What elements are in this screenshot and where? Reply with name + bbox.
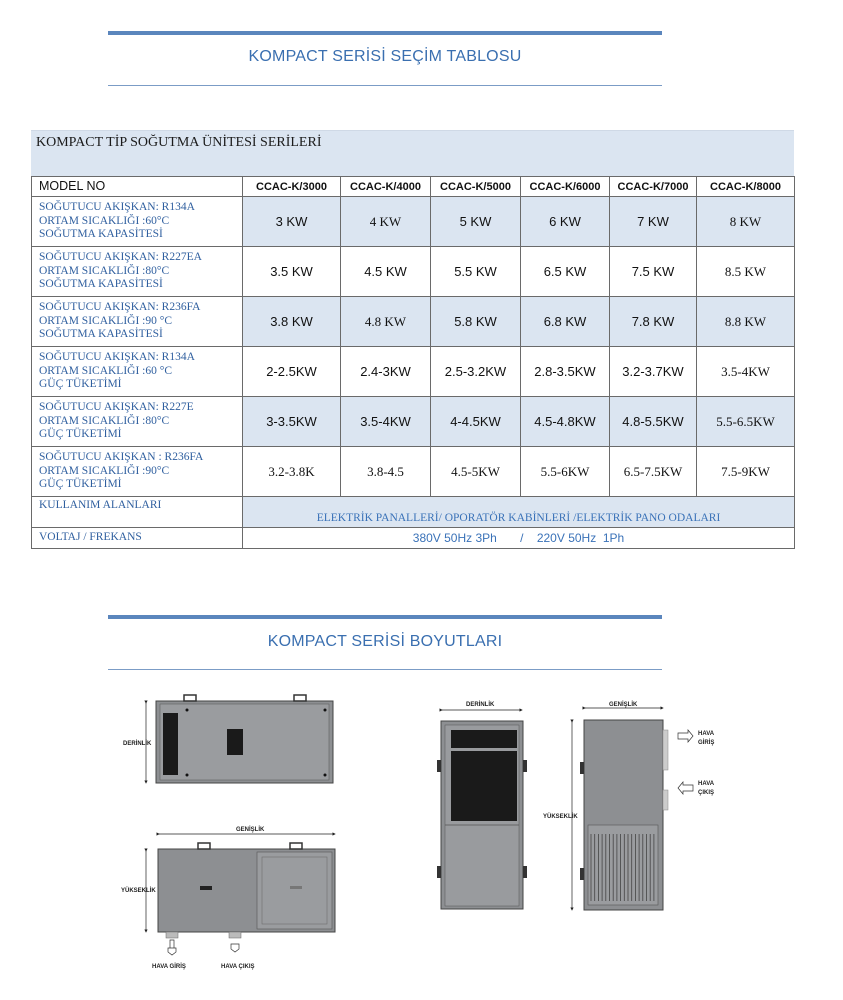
model-cell: CCAC-K/5000	[431, 177, 521, 197]
row-label	[32, 347, 243, 397]
row-label-line: GÜÇ TÜKETİMİ	[39, 378, 122, 391]
cikis-label: ÇIKIŞ	[698, 790, 715, 796]
side2-genislik-label: GENİŞLİK	[609, 702, 638, 708]
usage-label: KULLANIM ALANLARI	[32, 497, 243, 528]
value-cell: 4.5 KW	[341, 247, 431, 297]
model-cell: CCAC-K/4000	[341, 177, 431, 197]
row-label-line: SOĞUTUCU AKIŞKAN: R227E	[39, 401, 194, 414]
value-cell: 3.5 KW	[243, 247, 341, 297]
value-cell: 6.5 KW	[521, 247, 610, 297]
model-cell: CCAC-K/6000	[521, 177, 610, 197]
top-view-drawing	[123, 695, 333, 783]
table-row	[32, 197, 795, 247]
model-cell: CCAC-K/7000	[610, 177, 697, 197]
value-cell: 3.2-3.7KW	[610, 347, 697, 397]
value-cell: 4 KW	[341, 197, 431, 247]
side-derinlik-label: DERİNLİK	[466, 702, 495, 708]
top-rule	[108, 31, 662, 35]
row-label-line: ORTAM SICAKLIĞI :60 °C	[39, 364, 173, 377]
side2-yukseklik-label: YÜKSEKLİK	[543, 814, 578, 820]
value-cell: 8.8 KW	[697, 297, 795, 347]
model-cell: CCAC-K/3000	[243, 177, 341, 197]
derinlik-label: DERİNLİK	[123, 741, 152, 747]
table-row	[32, 347, 795, 397]
value-cell: 2.4-3KW	[341, 347, 431, 397]
value-cell: 3.8-4.5	[341, 447, 431, 497]
row-label-line: ORTAM SICAKLIĞI :80°C	[39, 264, 170, 277]
value-cell: 2-2.5KW	[243, 347, 341, 397]
yukseklik-label: YÜKSEKLİK	[121, 888, 156, 894]
hava-label: HAVA	[698, 781, 715, 787]
selection-table	[31, 176, 795, 549]
value-cell: 3 KW	[243, 197, 341, 247]
hava-cikis-label: HAVA ÇIKIŞ	[221, 964, 255, 970]
row-label-line: ORTAM SICAKLIĞI :80°C	[39, 414, 170, 427]
row-label-line: SOĞUTUCU AKIŞKAN: R134A	[39, 201, 195, 214]
voltage-value: 380V 50Hz 3Ph / 220V 50Hz 1Ph	[243, 528, 795, 549]
dimensions-title: KOMPACT SERİSİ BOYUTLARI	[267, 633, 503, 650]
row-label-line: SOĞUTUCU AKIŞKAN: R134A	[39, 351, 195, 364]
value-cell: 2.8-3.5KW	[521, 347, 610, 397]
value-cell: 7.5 KW	[610, 247, 697, 297]
side-view-2-drawing	[543, 701, 715, 910]
value-cell: 3.5-4KW	[697, 347, 795, 397]
row-label	[32, 247, 243, 297]
table-row	[32, 397, 795, 447]
giris-label: GİRİŞ	[698, 740, 715, 746]
model-label: MODEL NO	[32, 177, 243, 197]
row-label-line: SOĞUTMA KAPASİTESİ	[39, 278, 163, 291]
value-cell: 7.5-9KW	[697, 447, 795, 497]
row-label-line: ORTAM SICAKLIĞI :90°C	[39, 464, 170, 477]
row-label-line: SOĞUTMA KAPASİTESİ	[39, 328, 163, 341]
row-label-line: SOĞUTMA KAPASİTESİ	[39, 228, 163, 241]
section2-rule	[108, 615, 662, 619]
value-cell: 8.5 KW	[697, 247, 795, 297]
value-cell: 3.2-3.8K	[243, 447, 341, 497]
hava-label: HAVA	[698, 731, 715, 737]
dimension-drawings	[0, 680, 843, 1000]
row-label	[32, 447, 243, 497]
value-cell: 4-4.5KW	[431, 397, 521, 447]
genislik-label: GENİŞLİK	[236, 827, 265, 833]
row-label	[32, 297, 243, 347]
voltage-row	[32, 528, 795, 549]
model-row	[32, 177, 795, 197]
value-cell: 6.8 KW	[521, 297, 610, 347]
value-cell: 7 KW	[610, 197, 697, 247]
value-cell: 6 KW	[521, 197, 610, 247]
row-label	[32, 197, 243, 247]
value-cell: 3-3.5KW	[243, 397, 341, 447]
value-cell: 5.5 KW	[431, 247, 521, 297]
row-label	[32, 397, 243, 447]
value-cell: 5.8 KW	[431, 297, 521, 347]
value-cell: 4.8-5.5KW	[610, 397, 697, 447]
row-label-line: ORTAM SICAKLIĞI :90 °C	[39, 314, 173, 327]
table-heading-band	[31, 130, 794, 177]
voltage-label: VOLTAJ / FREKANS	[32, 528, 243, 549]
value-cell: 3.5-4KW	[341, 397, 431, 447]
row-label-line: ORTAM SICAKLIĞI :60°C	[39, 214, 170, 227]
table-row	[32, 297, 795, 347]
value-cell: 2.5-3.2KW	[431, 347, 521, 397]
usage-value: ELEKTRİK PANALLERİ/ OPORATÖR KABİNLERİ /ELEKTRİK PANO ODALARI	[243, 497, 795, 528]
value-cell: 5.5-6KW	[521, 447, 610, 497]
value-cell: 4.5-5KW	[431, 447, 521, 497]
value-cell: 7.8 KW	[610, 297, 697, 347]
model-cell: CCAC-K/8000	[697, 177, 795, 197]
front-view-drawing	[121, 826, 335, 970]
value-cell: 6.5-7.5KW	[610, 447, 697, 497]
value-cell: 5.5-6.5KW	[697, 397, 795, 447]
row-label-line: SOĞUTUCU AKIŞKAN: R227EA	[39, 251, 202, 264]
value-cell: 4.5-4.8KW	[521, 397, 610, 447]
row-label-line: SOĞUTUCU AKIŞKAN : R236FA	[39, 451, 204, 464]
row-label-line: GÜÇ TÜKETİMİ	[39, 478, 122, 491]
table-heading: KOMPACT TİP SOĞUTMA ÜNİTESİ SERİLERİ	[36, 135, 322, 150]
row-label-line: SOĞUTUCU AKIŞKAN: R236FA	[39, 301, 201, 314]
section2-underline	[108, 669, 662, 670]
hava-giris-label: HAVA GİRİŞ	[152, 964, 186, 970]
title-underline	[108, 85, 662, 86]
value-cell: 3.8 KW	[243, 297, 341, 347]
value-cell: 5 KW	[431, 197, 521, 247]
selection-table-title: KOMPACT SERİSİ SEÇİM TABLOSU	[248, 48, 522, 65]
value-cell: 8 KW	[697, 197, 795, 247]
table-row	[32, 447, 795, 497]
side-view-drawing	[437, 701, 527, 909]
row-label-line: GÜÇ TÜKETİMİ	[39, 428, 122, 441]
usage-row	[32, 497, 795, 528]
value-cell: 4.8 KW	[341, 297, 431, 347]
table-row	[32, 247, 795, 297]
